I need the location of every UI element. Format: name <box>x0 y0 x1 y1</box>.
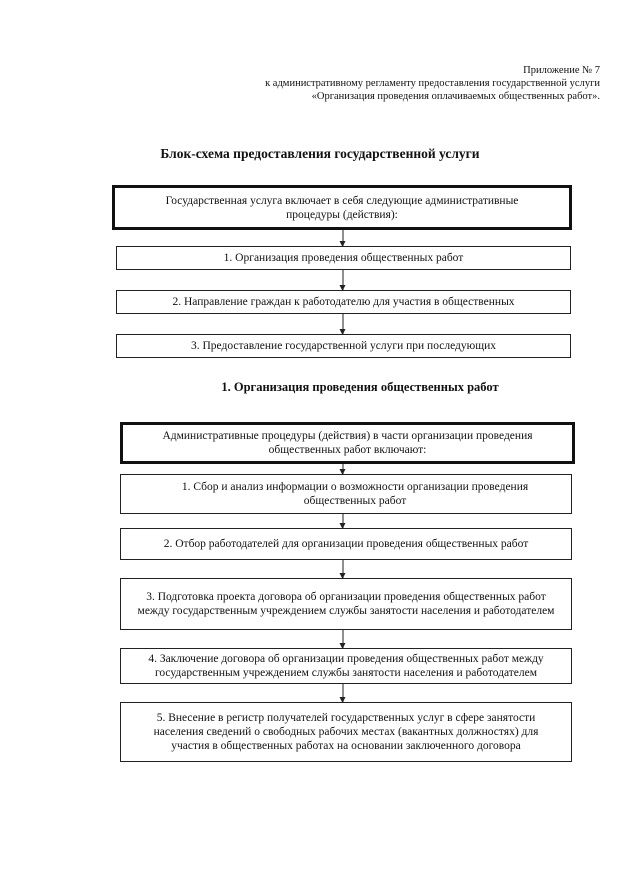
flow1-header-box <box>112 185 572 230</box>
flow2-arrow-2 <box>343 514 344 528</box>
flow2-header-text: Административные процедуры (действия) в части организации проведения общественных работ включают: <box>162 430 533 456</box>
flow1-arrow-1 <box>343 230 344 246</box>
flow2-step-3-text: 3. Подготовка проекта договора об организации проведения общественных работ между государственным учреждением службы занятости населения и работодателем <box>137 591 555 617</box>
flow1-step-2 <box>116 290 571 314</box>
flow2-step-4-text: 4. Заключение договора об организации проведения общественных работ между государственным учреждением службы занятости населения и работодателем <box>148 653 544 679</box>
appendix-service-name: «Организация проведения оплачиваемых общественных работ». <box>311 91 600 102</box>
flow1-arrow-3 <box>343 314 344 334</box>
flow1-arrow-2 <box>343 270 344 290</box>
flow1-step-1-text: 1. Организация проведения общественных работ <box>223 252 464 264</box>
flow1-step-3 <box>116 334 571 358</box>
flow2-header-box <box>120 422 575 464</box>
flow2-step-1-text: 1. Сбор и анализ информации о возможности организации проведения общественных работ <box>181 481 529 507</box>
flow2-arrow-5 <box>343 684 344 702</box>
flow2-step-4 <box>120 648 572 684</box>
flow1-header-text: Государственная услуга включает в себя следующие административные процедуры (действия): <box>165 194 519 221</box>
flow2-step-2 <box>120 528 572 560</box>
flow1-step-1 <box>116 246 571 270</box>
flow2-step-2-text: 2. Отбор работодателей для организации проведения общественных работ <box>163 538 529 550</box>
flow1-step-3-text: 3. Предоставление государственной услуги при последующих <box>191 340 496 352</box>
flow2-step-5 <box>120 702 572 762</box>
flow2-step-3 <box>120 578 572 630</box>
section-title: 1. Организация проведения общественных работ <box>221 380 499 394</box>
flow1-step-2-text: 2. Направление граждан к работодателю для участия в общественных <box>172 296 515 308</box>
flow2-arrow-3 <box>343 560 344 578</box>
document-title: Блок-схема предоставления государственной услуги <box>160 146 480 161</box>
flow2-arrow-4 <box>343 630 344 648</box>
flow2-step-1 <box>120 474 572 514</box>
flow2-arrow-1 <box>343 464 344 474</box>
appendix-number: Приложение № 7 <box>523 65 600 76</box>
appendix-header <box>140 64 600 103</box>
flow2-step-5-text: 5. Внесение в регистр получателей государственных услуг в сфере занятости населения сведений о свободных рабочих местах (вакантных должностях) для участия в общественных работах на основании заключенного договора <box>153 712 539 752</box>
appendix-regulation: к административному регламенту предоставления государственной услуги <box>265 78 600 89</box>
